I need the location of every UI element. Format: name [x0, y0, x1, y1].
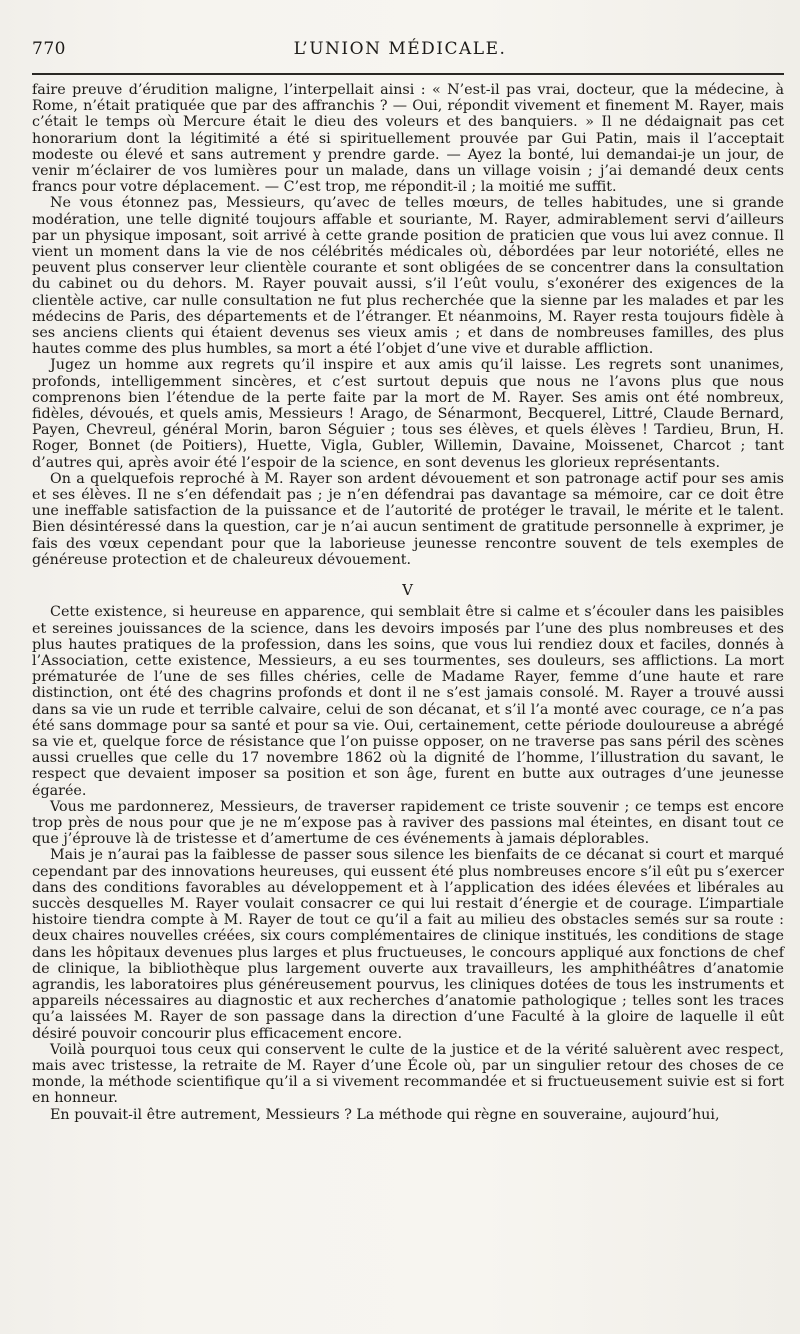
paragraph: Vous me pardonnerez, Messieurs, de traverser rapidement ce triste souvenir ; ce temps est encore trop près de nous pour que je ne m’expose pas à raviver des passions mal éteintes, en disant tout ce que j’éprouve là de tristesse et d’amertume de ces événements à jamais déplorables. — [32, 798, 784, 848]
article-body — [32, 82, 784, 1123]
header-rule — [32, 73, 784, 75]
paragraph: Ne vous étonnez pas, Messieurs, qu’avec de telles mœurs, de telles habitudes, une si grande modération, une telle dignité toujours affable et souriante, M. Rayer, admirablement servi d’ailleurs par un physique imposant, soit arrivé à cette grande position de praticien que vous lui avez connue. Il vient un moment dans la vie de nos célébrités médicales où, débordées par leur notoriété, elles ne peuvent plus conserver leur clientèle courante et sont obligées de se concentrer dans la consultation du cabinet ou du dehors. M. Rayer pouvait aussi, s’il l’eût voulu, s’exonérer des exigences de la clientèle active, car nulle consultation ne fut plus recherchée que la sienne par les malades et par les médecins de Paris, des départements et de l’étranger. Et néanmoins, M. Rayer resta toujours fidèle à ses anciens clients qui étaient devenus ses vieux amis ; et dans de nombreuses familles, des plus hautes comme des plus humbles, sa mort a été l’objet d’une vive et durable affliction. — [32, 195, 784, 358]
page-number: 770 — [32, 39, 66, 59]
paragraph: Mais je n’aurai pas la faiblesse de passer sous silence les bienfaits de ce décanat si court et marqué cependant par des innovations heureuses, qui eussent été plus nombreuses encore s’il eût pu s’exercer dans des conditions favorables au développement et à l’application des idées élevées et libérales au succès desquelles M. Rayer voulait consacrer ce qui lui restait d’énergie et de courage. L’impartiale histoire tiendra compte à M. Rayer de tout ce qu’il a fait au milieu des obstacles semés sur sa route : deux chaires nouvelles créées, six cours complémentaires de clinique institués, les conditions de stage dans les hôpitaux devenues plus larges et plus fructueuses, le concours appliqué aux fonctions de chef de clinique, la bibliothèque plus largement ouverte aux travailleurs, les amphithéâtres d’anatomie agrandis, les laboratoires plus généreusement pourvus, les cliniques dotées de tous les instruments et appareils nécessaires au diagnostic et aux recherches d’anatomie pathologique ; telles sont les traces qu’a laissées M. Rayer de son passage dans la direction d’une Faculté à la gloire de laquelle il eût désiré pouvoir concourir plus efficacement encore. — [32, 847, 784, 1042]
paragraph: Jugez un homme aux regrets qu’il inspire et aux amis qu’il laisse. Les regrets sont unanimes, profonds, intelligemment sincères, et c’est surtout depuis que nous ne l’avons plus que nous comprenons bien l’étendue de la perte faite par la mort de M. Rayer. Ses amis ont été nombreux, fidèles, dévoués, et quels amis, Messieurs ! Arago, de Sénarmont, Becquerel, Littré, Claude Bernard, Payen, Chevreul, général Morin, baron Séguier ; tous ses élèves, et quels élèves ! Tardieu, Brun, H. Roger, Bonnet (de Poitiers), Huette, Vigla, Gubler, Willemin, Davaine, Moissenet, Charcot ; tant d’autres qui, après avoir été l’espoir de la science, en sont devenus les glorieux représentants. — [32, 357, 784, 471]
paragraph: Voilà pourquoi tous ceux qui conservent le culte de la justice et de la vérité saluèrent avec respect, mais avec tristesse, la retraite de M. Rayer d’une École où, par un singulier retour des choses de ce monde, la méthode scientifique qu’il a si vivement recommandée et si fructueusement suivie est si fort en honneur. — [32, 1041, 784, 1107]
paragraph: On a quelquefois reproché à M. Rayer son ardent dévouement et son patronage actif pour ses amis et ses élèves. Il ne s’en défendait pas ; je n’en défendrai pas davantage sa mémoire, car ce doit être une ineffable satisfaction de la puissance et de l’autorité de protéger le travail, le mérite et le talent. Bien désintéressé dans la question, car je n’ai aucun sentiment de gratitude personnelle à exprimer, je fais des vœux cependant pour que la laborieuse jeunesse rencontre souvent de tels exemples de généreuse protection et de chaleureux dévouement. — [32, 470, 784, 568]
section-number: V — [402, 581, 414, 600]
page-header — [32, 34, 768, 64]
paragraph: En pouvait-il être autrement, Messieurs ? La méthode qui règne en souveraine, aujourd’hui, — [50, 1106, 720, 1123]
paragraph: faire preuve d’érudition maligne, l’interpellait ainsi : « N’est-il pas vrai, docteur, que la médecine, à Rome, n’était pratiquée que par des affranchis ? — Oui, répondit vivement et finement M. Rayer, mais c’était le temps où Mercure était le dieu des voleurs et des banquiers. » Il ne dédaignait pas cet honorarium dont la légitimité a été si spirituellement prouvée par Gui Patin, mais il l’acceptait modeste ou élevé et sans autrement y prendre garde. — Ayez la bonté, lui demandai-je un jour, de venir m’éclairer de vos lumières pour un malade, dans un village voisin ; j’ai demandé deux cents francs pour votre déplacement. — C’est trop, me répondit-il ; la moitié me suffit. — [32, 82, 784, 196]
paragraph: Cette existence, si heureuse en apparence, qui semblait être si calme et s’écouler dans les paisibles et sereines jouissances de la science, dans les devoirs imposés par l’une des plus nombreuses et des plus hautes pratiques de la profession, dans les soins, que vous lui rendiez doux et faciles, donnés à l’Association, cette existence, Messieurs, a eu ses tourmentes, ses douleurs, ses afflictions. La mort prématurée de l’une de ses filles chéries, celle de Madame Rayer, femme d’une haute et rare distinction, ont été des chagrins profonds et dont il ne s’est jamais consolé. M. Rayer a trouvé aussi dans sa vie un rude et terrible calvaire, celui de son décanat, et s’il l’a monté avec courage, ce n’a pas été sans dommage pour sa santé et pour sa vie. Oui, certainement, cette période douloureuse a abrégé sa vie et, quelque force de résistance que l’on puisse opposer, on ne traverse pas sans péril des scènes aussi cruelles que celle du 17 novembre 1862 où la dignité de l’homme, l’illustration du savant, le respect que devaient imposer sa position et son âge, furent en butte aux outrages d’une jeunesse égarée. — [32, 604, 784, 799]
journal-title: L’UNION MÉDICALE. — [293, 39, 507, 59]
